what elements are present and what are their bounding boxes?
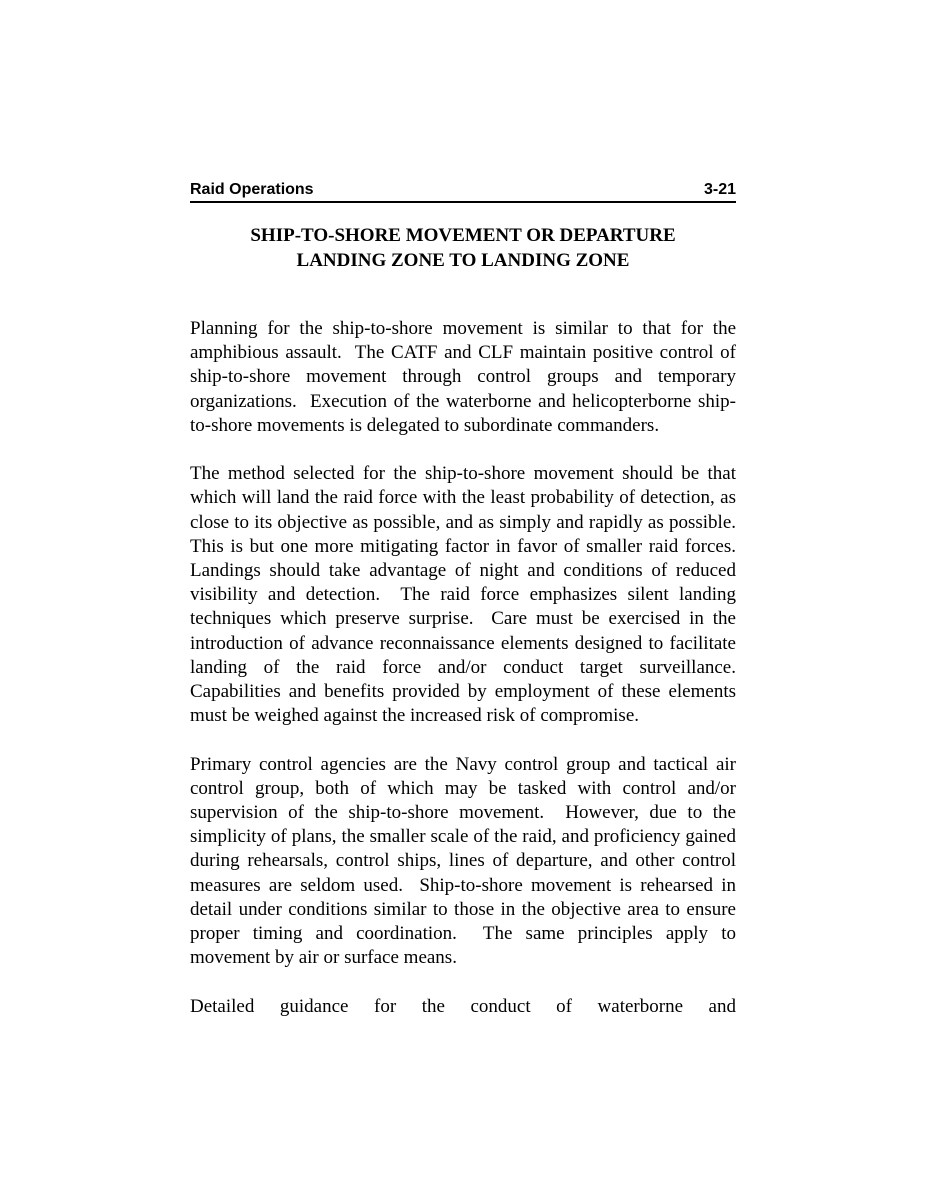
- paragraph: Detailed guidance for the conduct of waterborne and: [190, 995, 736, 1017]
- header-section-title: Raid Operations: [190, 181, 314, 198]
- paragraph: Primary control agencies are the Navy control group and tactical air control group, both of which may be tasked with control and/or supervision of the ship-to-shore movement. However, due to the simplicity of plans, the smaller scale of the raid, and proficiency gained during rehearsals, control ships, lines of departure, and other control measures are seldom used. Ship-to-shore movement is rehearsed in detail under conditions similar to those in the objective area to ensure proper timing and coordination. The same principles apply to movement by air or surface means.: [190, 753, 741, 969]
- section-title: [190, 223, 736, 273]
- paragraph: Planning for the ship-to-shore movement is similar to that for the amphibious assault. The CATF and CLF maintain positive control of ship-to-shore movement through control groups and temporary organizations. Execution of the waterborne and helicopterborne ship-to-shore movements is delegated to subordinate commanders.: [190, 318, 741, 436]
- header-page-number: 3-21: [703, 181, 736, 198]
- paragraph: The method selected for the ship-to-shore movement should be that which will land the raid force with the least probability of detection, as close to its objective as possible, and as simply and rapidly as possible. This is but one more mitigating factor in favor of smaller raid forces. Landings should take advantage of night and conditions of reduced visibility and detection. The raid force emphasizes silent landing techniques which preserve surprise. Care must be exercised in the introduction of advance reconnaissance elements designed to facilitate landing of the raid force and/or conduct target surveillance. Capabilities and benefits provided by employment of these elements must be weighed against the increased risk of compromise.: [190, 463, 746, 727]
- section-title-line-1: SHIP-TO-SHORE MOVEMENT OR DEPARTURE: [250, 225, 676, 246]
- section-title-line-2: LANDING ZONE TO LANDING ZONE: [296, 250, 630, 271]
- body-text: [190, 317, 746, 1043]
- running-header: [190, 179, 736, 203]
